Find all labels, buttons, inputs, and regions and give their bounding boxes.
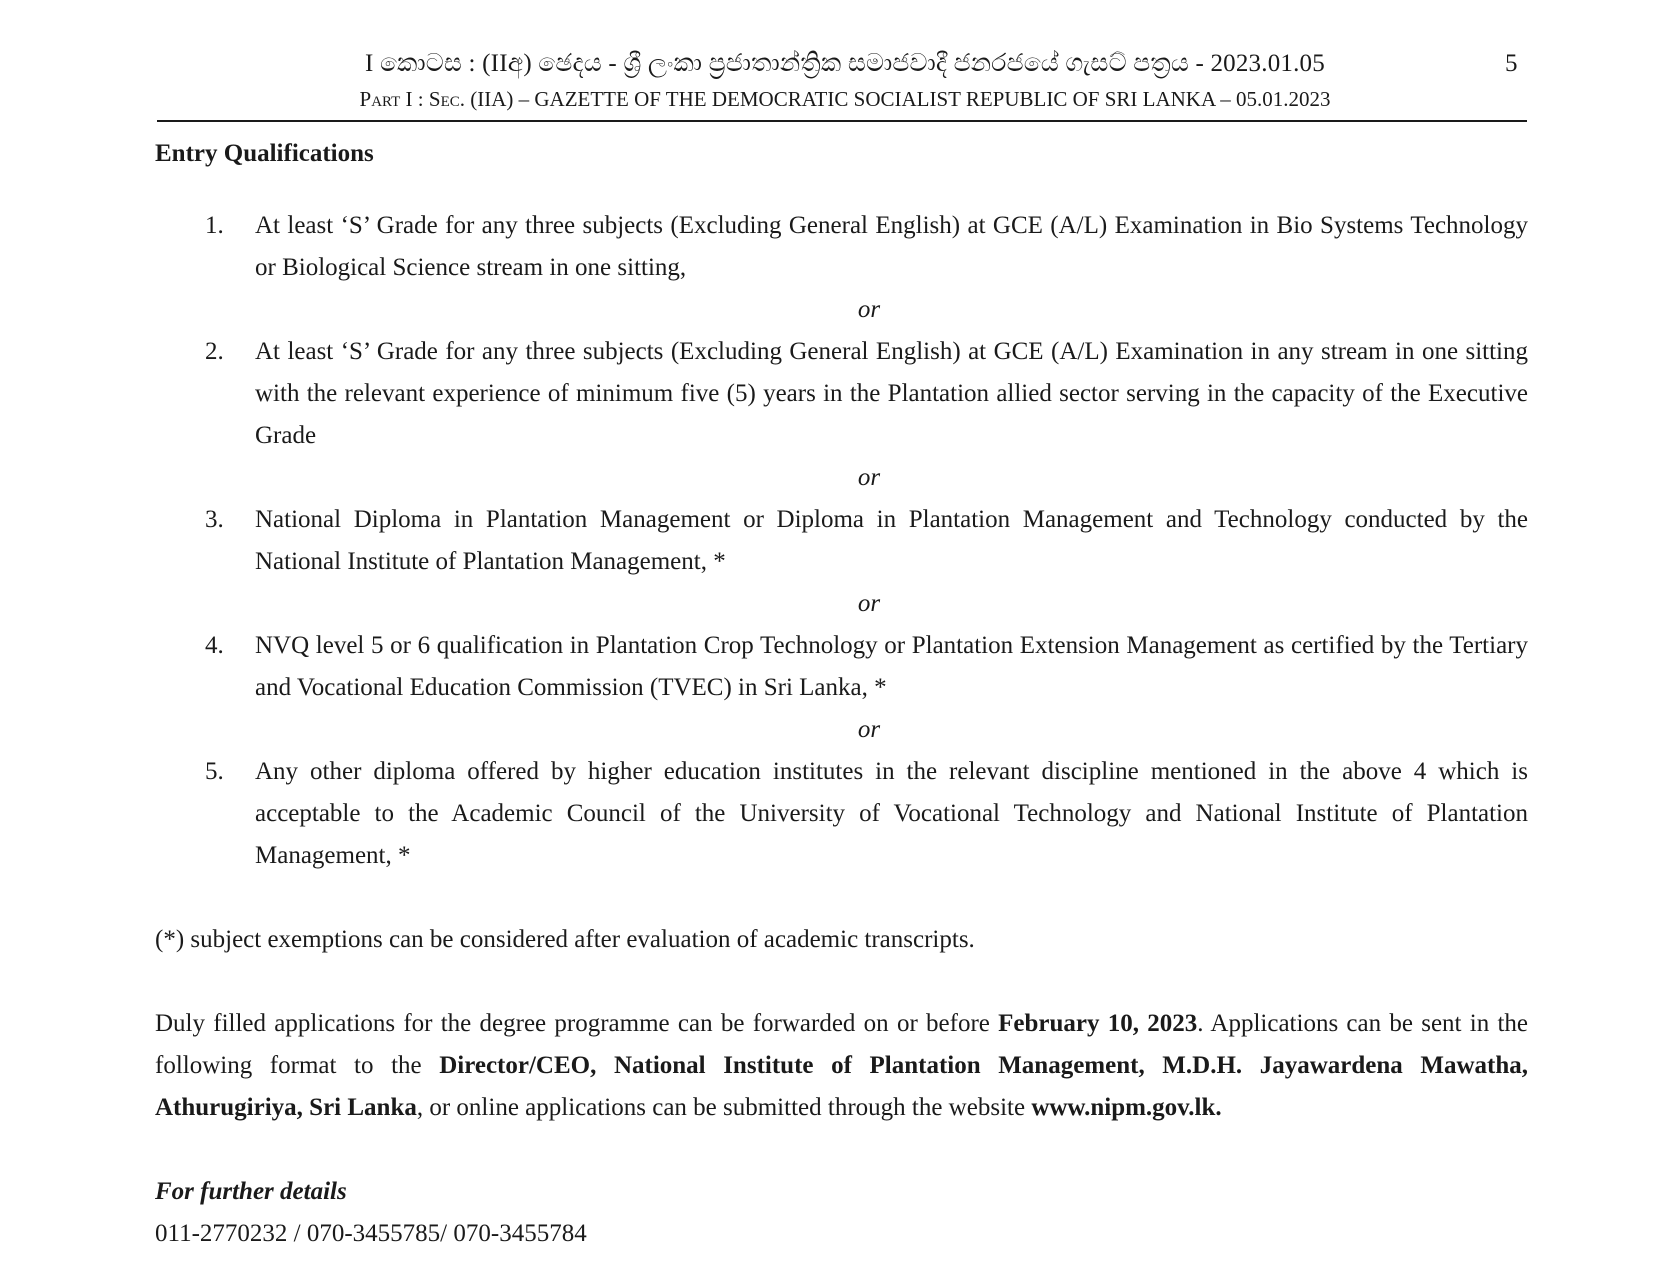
qualification-text: At least ‘S’ Grade for any three subjects (Excluding General English) at GCE (A/L) Examination in any stream in one sitting with the relevant experience of minimum five (5) years in the Plantation allied sector serving in the capacity of the Executive Grade xyxy=(255,338,1528,449)
application-text: Duly filled applications for the degree programme can be forwarded on or before xyxy=(155,1010,999,1037)
application-deadline: February 10, 2023 xyxy=(998,1010,1198,1037)
application-text: . Applications can be sent in the following format to the xyxy=(155,1010,1529,1079)
qualifications-list xyxy=(155,205,1528,877)
application-text: , or online applications can be submitted through the website xyxy=(416,1094,1032,1121)
qualification-number: 4. xyxy=(205,632,224,659)
sinhala-header: I කොටස : (IIඅ) ඡෙදය - ශ්‍රී ලංකා ප්‍රජාතාන්ත්‍රික සමාජවාදී ජනරජයේ ගැසට් පත්‍රය - 2023.01.05 xyxy=(365,50,1325,77)
section-title: Entry Qualifications xyxy=(155,140,374,167)
contact-phone-numbers: 011-2770232 / 070-3455785/ 070-3455784 xyxy=(155,1220,587,1247)
qualification-text: NVQ level 5 or 6 qualification in Plantation Crop Technology or Plantation Extension Management as certified by the Tertiary and Vocational Education Commission (TVEC) in Sri Lanka, * xyxy=(255,632,1528,701)
qualification-item xyxy=(155,751,1528,877)
or-separator: or xyxy=(857,296,881,323)
header-divider xyxy=(157,120,1527,122)
qualification-item xyxy=(155,625,1528,709)
qualification-item xyxy=(155,499,1528,583)
exemption-note: (*) subject exemptions can be considered after evaluation of academic transcripts. xyxy=(155,926,975,953)
qualification-item xyxy=(155,331,1528,457)
qualification-text: At least ‘S’ Grade for any three subjects (Excluding General English) at GCE (A/L) Examination in Bio Systems Technology or Biological Science stream in one sitting, xyxy=(255,212,1528,281)
qualification-number: 3. xyxy=(205,506,224,533)
page-content xyxy=(155,133,1528,1255)
qualification-text: Any other diploma offered by higher education institutes in the relevant discipline mentioned in the above 4 which is acceptable to the Academic Council of the University of Vocational Technology and National Institute of Plantation Management, * xyxy=(255,758,1528,869)
qualification-number: 5. xyxy=(205,758,224,785)
or-separator: or xyxy=(857,590,881,617)
page-number: 5 xyxy=(1505,50,1518,77)
application-paragraph xyxy=(155,1003,1528,1129)
qualification-text: National Diploma in Plantation Management or Diploma in Plantation Management and Technology conducted by the National Institute of Plantation Management, * xyxy=(255,506,1528,575)
application-address: Director/CEO, National Institute of Plantation Management, M.D.H. Jayawardena Mawatha, Athurugiriya, Sri Lanka xyxy=(155,1052,1529,1121)
or-separator: or xyxy=(857,716,881,743)
qualification-number: 1. xyxy=(205,212,224,239)
further-details-title: For further details xyxy=(155,1178,347,1205)
qualification-number: 2. xyxy=(205,338,224,365)
english-header: Part I : Sec. (IIA) – GAZETTE OF THE DEMOCRATIC SOCIALIST REPUBLIC OF SRI LANKA – 05.01.2023 xyxy=(359,87,1331,111)
qualification-item xyxy=(155,205,1528,289)
or-separator: or xyxy=(857,464,881,491)
application-website: www.nipm.gov.lk. xyxy=(1031,1094,1222,1121)
